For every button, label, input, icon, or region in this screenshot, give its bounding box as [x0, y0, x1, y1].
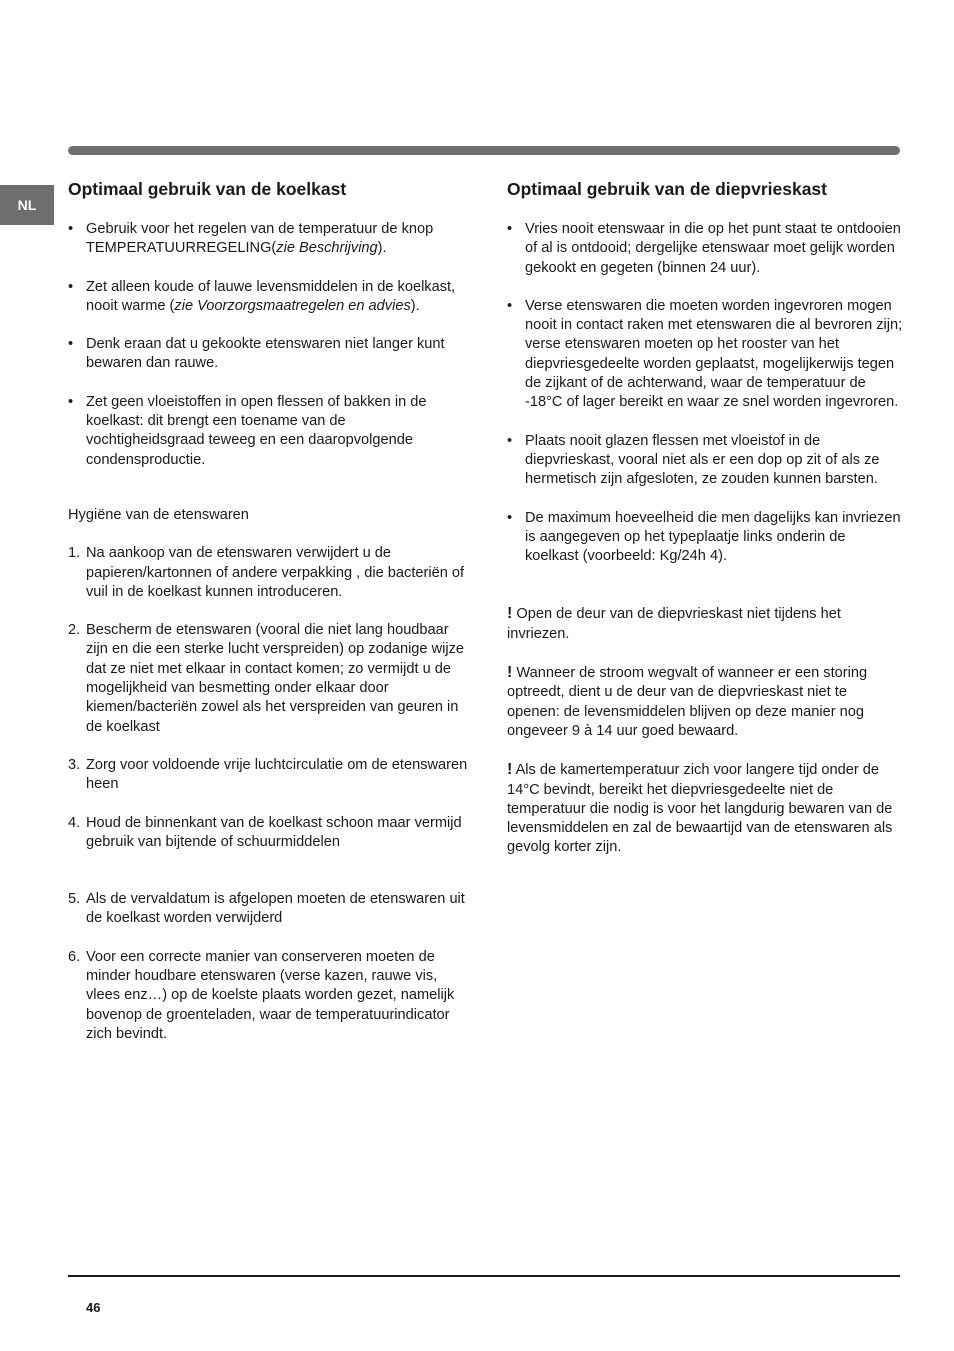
list-item: 4. Houd de binnenkant van de koelkast schoon maar vermijd gebruik van bijtende of schuurmiddelen — [68, 814, 462, 850]
list-item: • De maximum hoeveelheid die men dagelijks kan invriezen is aangegeven op het typeplaatje links onderin de koelkast (voorbeeld: Kg/24h 4). — [507, 509, 901, 565]
list-item: • Plaats nooit glazen flessen met vloeistof in de diepvrieskast, vooral niet als er een dop op zit of als ze hermetisch zijn afgesloten, ze zouden kunnen barsten. — [507, 432, 880, 488]
hygiene-numbered-list — [68, 544, 468, 1044]
warning-icon: ! — [507, 605, 513, 623]
freezer-section — [507, 178, 903, 877]
fridge-section-title: Optimaal gebruik van de koelkast — [68, 179, 347, 199]
list-item: • Zet geen vloeistoffen in open flessen of bakken in de koelkast: dit brengt een toename van de vochtigheidsgraad teweeg en een daaropvolgende condensproductie. — [68, 393, 427, 468]
language-tab: NL — [0, 185, 54, 225]
warning-icon: ! — [507, 761, 513, 779]
list-item: 3. Zorg voor voldoende vrije luchtcirculatie om de etenswaren heen — [68, 756, 468, 793]
freezer-bullet-list — [507, 220, 903, 566]
freezer-note: ! Open de deur van de diepvrieskast niet tijdens het invriezen. — [507, 605, 841, 642]
list-item: • Denk eraan dat u gekookte etenswaren niet langer kunt bewaren dan rauwe. — [68, 336, 445, 372]
fridge-section — [68, 178, 468, 1063]
list-item: • Verse etenswaren die moeten worden ingevroren mogen nooit in contact raken met etenswaren die al bevroren zijn; verse etenswaren moeten op het rooster van het diepvriesgedeelte worden geplaatst, mogelijkerwijs tegen de zijkant of de achterwand, waar de temperatuur de -18°C of lager bereikt en waar ze snel worden ingevroren. — [507, 297, 903, 411]
header-rule — [68, 146, 900, 155]
list-item: 6. Voor een correcte manier van conserveren moeten de minder houdbare etenswaren (verse kazen, rauwe vis, vlees enz…) op de koelste plaats worden gezet, namelijk bovenop de groenteladen, waar de temperatuurindicator zich bevindt. — [68, 948, 455, 1042]
list-item: 2. Bescherm de etenswaren (vooral die niet lang houdbaar zijn en die een sterke lucht verspreiden) op zodanige wijze dat ze niet met elkaar in contact komen; zo vermijdt u de mogelijkheid van besmetting onder elkaar door kiemen/bacteriën zowel als het verspreiden van geuren in de koelkast — [68, 622, 465, 735]
warning-icon: ! — [507, 664, 513, 682]
fridge-bullet-list — [68, 220, 468, 470]
hygiene-subtitle: Hygiëne van de etenswaren — [68, 506, 249, 523]
footer-rule — [68, 1275, 900, 1277]
freezer-note: ! Als de kamertemperatuur zich voor langere tijd onder de 14°C bevindt, bereikt het diepvriesgedeelte niet de temperatuur die nodig is voor het langdurig bewaren van de levensmiddelen en zal de bewaartijd van de etenswaren als gevolg korter zijn. — [507, 761, 893, 856]
list-item: • Gebruik voor het regelen van de temperatuur de knop TEMPERATUURREGELING(zie Beschrijving). — [68, 221, 434, 257]
list-item: 5. Als de vervaldatum is afgelopen moeten de etenswaren uit de koelkast worden verwijderd — [68, 891, 465, 927]
freezer-note: ! Wanneer de stroom wegvalt of wanneer er een storing optreedt, dient u de deur van de diepvrieskast niet te openen: de levensmiddelen blijven op deze manier nog ongeveer 9 à 14 uur goed bewaard. — [507, 664, 868, 739]
list-item: • Zet alleen koude of lauwe levensmiddelen in de koelkast, nooit warme (zie Voorzorgsmaatregelen en advies). — [68, 278, 456, 314]
freezer-section-title: Optimaal gebruik van de diepvrieskast — [507, 179, 827, 199]
list-item: • Vries nooit etenswaar in die op het punt staat te ontdooien of al is ontdooid; dergelijke etenswaar moet gelijk worden gekookt en gegeten (binnen 24 uur). — [507, 221, 901, 276]
list-item: 1. Na aankoop van de etenswaren verwijdert u de papieren/kartonnen of andere verpakking , die bacteriën of vuil in de koelkast kunnen introduceren. — [68, 545, 465, 600]
page-number: 46 — [86, 1300, 101, 1315]
